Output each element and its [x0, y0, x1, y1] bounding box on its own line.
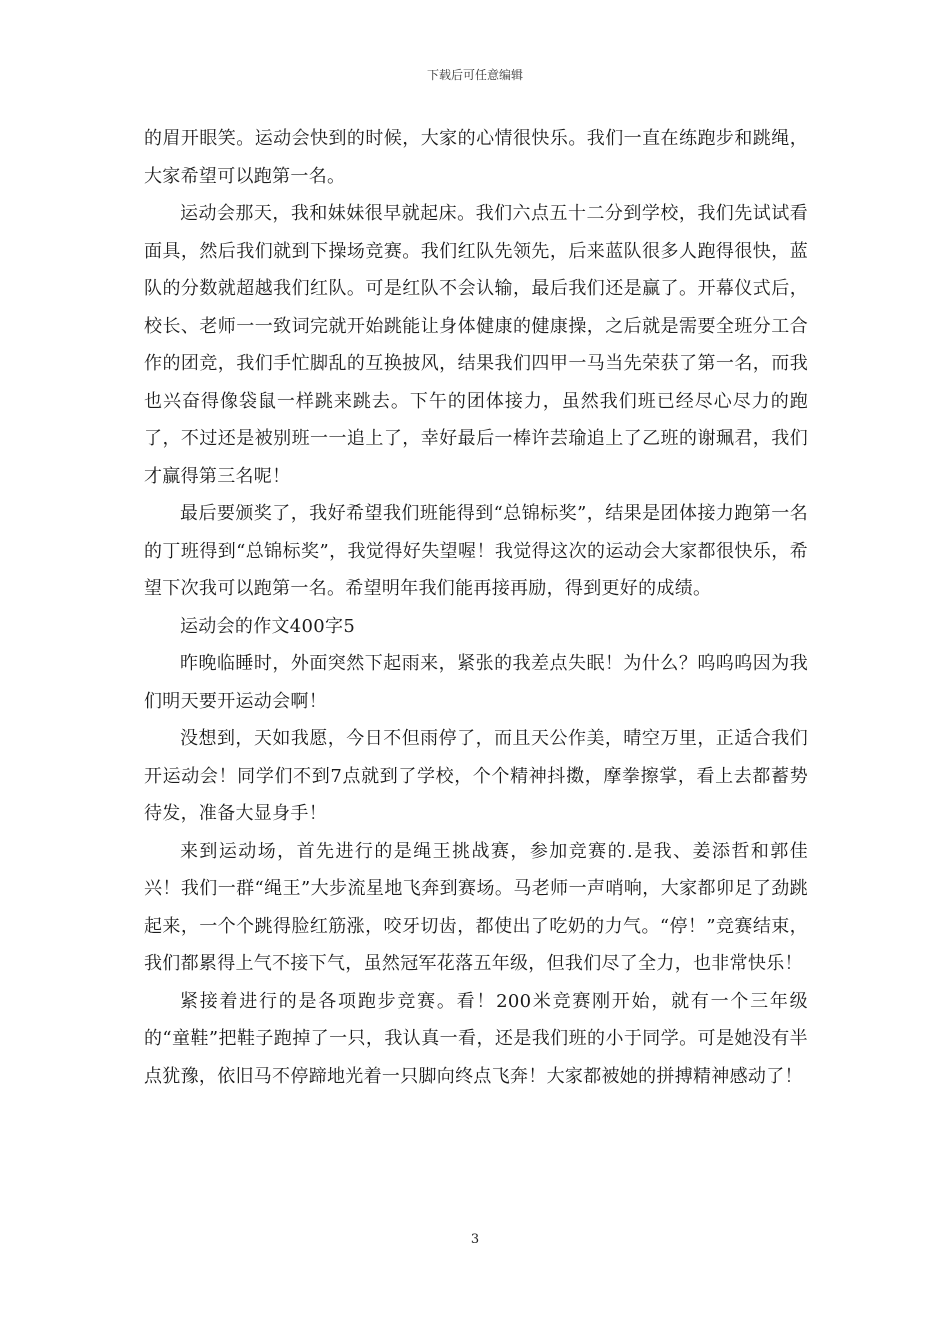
- paragraph: 昨晚临睡时，外面突然下起雨来，紧张的我差点失眠！为什么？呜呜呜因为我们明天要开运动会啊！: [144, 653, 808, 712]
- page-number: 3: [470, 1232, 480, 1247]
- paragraph: 来到运动场，首先进行的是绳王挑战赛，参加竞赛的.是我、姜添哲和郭佳兴！我们一群“绳王”大步流星地飞奔到赛场。马老师一声哨响，大家都卯足了劲跳起来，一个个跳得脸红筋涨，咬牙切齿，都使出了吃奶的力气。“停！”竞赛结束，我们都累得上气不接下气，虽然冠军花落五年级，但我们尽了全力，也非常快乐！: [144, 840, 808, 974]
- paragraph-continued: 的眉开眼笑。运动会快到的时候，大家的心情很快乐。我们一直在练跑步和跳绳，大家希望可以跑第一名。: [144, 128, 808, 187]
- document-body: [144, 120, 808, 1095]
- paragraph: 紧接着进行的是各项跑步竞赛。看！200米竞赛刚开始，就有一个三年级的“童鞋”把鞋子跑掉了一只，我认真一看，还是我们班的小于同学。可是她没有半点犹豫，依旧马不停蹄地光着一只脚向终点飞奔！大家都被她的拼搏精神感动了！: [144, 990, 808, 1087]
- paragraph: 运动会那天，我和妹妹很早就起床。我们六点五十二分到学校，我们先试试看面具，然后我们就到下操场竞赛。我们红队先领先，后来蓝队很多人跑得很快，蓝队的分数就超越我们红队。可是红队不会认输，最后我们还是赢了。开幕仪式后，校长、老师一一致词完就开始跳能让身体健康的健康操，之后就是需要全班分工合作的团竞，我们手忙脚乱的互换披风，结果我们四甲一马当先荣获了第一名，而我也兴奋得像袋鼠一样跳来跳去。下午的团体接力，虽然我们班已经尽心尽力的跑了，不过还是被别班一一追上了，幸好最后一棒许芸瑜追上了乙班的谢珮君，我们才赢得第三名呢！: [144, 203, 808, 487]
- page-header-note: 下载后可任意编辑: [426, 68, 523, 82]
- paragraph: 最后要颁奖了，我好希望我们班能得到“总锦标奖”，结果是团体接力跑第一名的丁班得到“总锦标奖”，我觉得好失望喔！我觉得这次的运动会大家都很快乐，希望下次我可以跑第一名。希望明年我们能再接再励，得到更好的成绩。: [144, 503, 808, 599]
- section-title: 运动会的作文400字5: [180, 615, 356, 637]
- paragraph: 没想到，天如我愿，今日不但雨停了，而且天公作美，晴空万里，正适合我们开运动会！同学们不到7点就到了学校，个个精神抖擞，摩拳擦掌，看上去都蓄势待发，准备大显身手！: [144, 728, 808, 824]
